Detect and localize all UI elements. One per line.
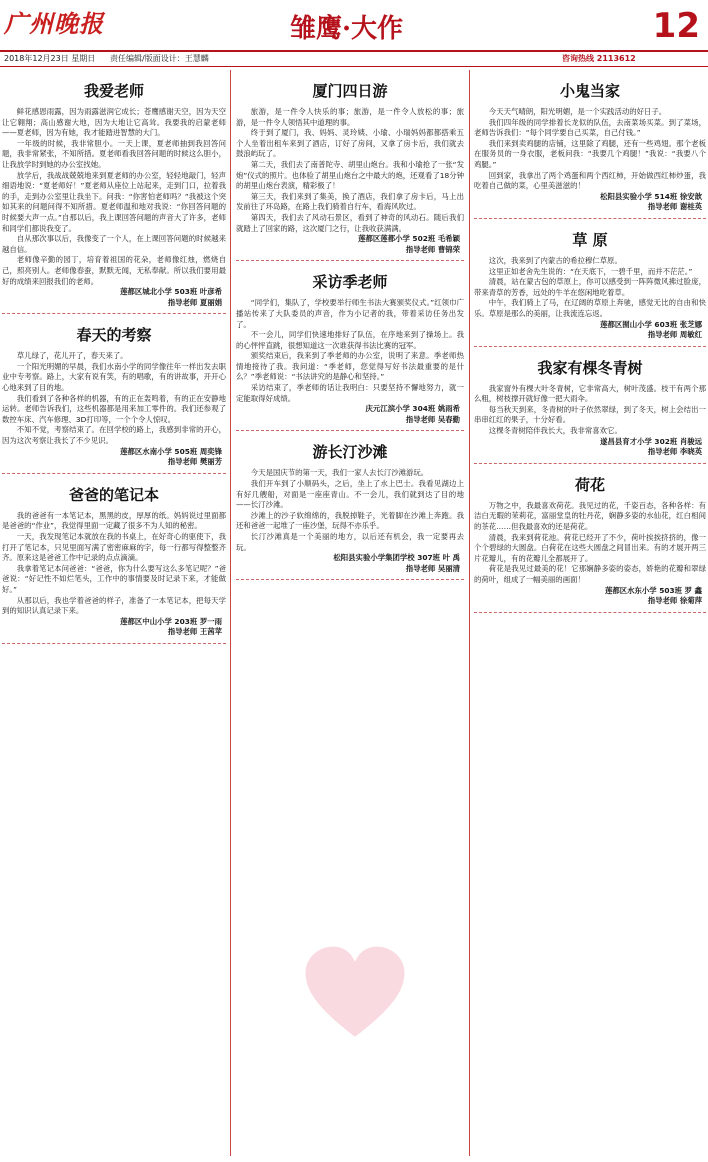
article <box>236 271 464 431</box>
article-separator <box>236 260 464 261</box>
article-headline: 我家有棵冬青树 <box>537 358 643 377</box>
article-separator <box>236 579 464 580</box>
teacher-byline: 指导老师 谢桂英 <box>647 202 702 212</box>
paragraph: 旅游，是一件令人快乐的事；旅游，是一件令人放松的事；旅游，是一件令人领悟其中道理的事。 <box>236 107 464 127</box>
teacher-byline: 指导老师 周敏红 <box>647 330 702 340</box>
column-divider <box>230 70 231 1156</box>
paragraph: 中午，我们骑上了马，在辽阔的草原上奔驰，感觉无比的自由和快乐。草原是那么的美丽，让我流连忘返。 <box>474 298 706 318</box>
paragraph: 颁奖结束后，我来到了季老师的办公室，说明了来意。季老师热情地接待了我。我问道：“季老师，您觉得写好书法最重要的是什么？”季老师说：“书法讲究的是静心和坚持。” <box>236 351 464 382</box>
paragraph: 清晨，我来到荷花池。荷花已经开了不少，荷叶挨挨挤挤的，像一个个碧绿的大圆盘。白荷花在这些大圆盘之间冒出来。有的才展开两三片花瓣儿，有的花瓣儿全都展开了。 <box>474 532 706 563</box>
column-divider <box>469 70 470 1156</box>
paragraph: 沙滩上的沙子软绵绵的，我脱掉鞋子，光着脚在沙滩上奔跑。我还和爸爸一起堆了一座沙堡，玩得不亦乐乎。 <box>236 510 464 531</box>
author-byline: 莲都区城北小学 503班 叶彦希 <box>120 287 222 297</box>
column-middle <box>236 70 464 1158</box>
article-headline: 游长汀沙滩 <box>312 443 388 462</box>
author-byline: 松阳县实验小学集团学校 307班 叶 禹 <box>333 553 460 563</box>
paragraph: 清晨，站在蒙古包的草原上，你可以感受到一阵阵微风拂过脸庞，带来青草的芳香，远处的牛羊在悠闲地吃着草。 <box>474 277 706 297</box>
article-separator <box>236 430 464 431</box>
article-separator <box>474 463 706 464</box>
paragraph: 我们看到了各种各样的机器，有的正在轰鸣着，有的正在安静地运转。老师告诉我们，这些机器都是用来加工零件的。我们还参观了数控车床、汽车修理、3D打印等，一个个令人惊叹。 <box>2 393 226 424</box>
article-body <box>2 511 226 617</box>
article <box>474 80 706 219</box>
author-byline: 庆元江滨小学 304班 姚雨希 <box>365 404 460 414</box>
paragraph: 第二天，我们去了南普陀寺、胡里山炮台。我和小瑜抢了一张“发炮”仪式的照片。也体验了胡里山炮台之中最大的炮，还观看了18分钟的胡里山炮台表演，精彩极了！ <box>236 159 464 191</box>
article-body <box>474 501 706 586</box>
paragraph: 今天是国庆节的第一天，我们一家人去长汀沙滩游玩。 <box>250 468 429 478</box>
article <box>474 229 706 347</box>
paragraph: 自从那次事以后，我像变了一个人，在上课回答问题的时候越来越自信。 <box>2 234 226 254</box>
article-body <box>236 468 464 553</box>
author-byline: 莲都区水南小学 505班 周奕锋 <box>120 446 222 456</box>
article-separator <box>474 346 706 347</box>
teacher-byline: 指导老师 吴丽清 <box>405 563 460 573</box>
paragraph: 每当秋天到来，冬青树的叶子依然翠绿，到了冬天，树上会结出一串串红红的果子，十分好看。 <box>474 404 706 425</box>
paragraph: 我们四年级的同学排着长龙似的队伍，去南菜场买菜。到了菜场，老师告诉我们：“每个同学要自己买菜，自己付钱。” <box>474 117 706 138</box>
article-separator <box>474 218 706 219</box>
article-headline: 荷花 <box>574 475 605 494</box>
page-number: 12 <box>652 6 700 46</box>
article-headline: 爸爸的笔记本 <box>68 485 159 504</box>
paragraph: 采访结束了，季老师的话让我明白：只要坚持不懈地努力，就一定能取得好成绩。 <box>236 383 464 403</box>
article-separator <box>474 612 706 613</box>
article-separator <box>2 473 226 474</box>
newspaper-logo: 广州晚报 <box>4 9 104 38</box>
masthead <box>0 0 708 52</box>
paragraph: 我拿着笔记本问爸爸：“爸爸，你为什么要写这么多笔记呢？”爸爸说：“好记性不如烂笔头，工作中的事情要及时记录下来，才能做好。” <box>2 563 226 594</box>
column-right <box>474 70 706 1158</box>
hotline: 咨询热线 2113612 <box>562 54 636 63</box>
paragraph: 这里正如老舍先生说的：“在天底下，一碧千里，而并不茫茫。” <box>488 266 693 276</box>
article-body <box>474 384 706 437</box>
issue-date: 2018年12月23日 星期日 <box>4 54 96 63</box>
paragraph: 一年级的时候，我非常胆小。一天上课，夏老师抽到我回答问题，我非常紧张，不知所措。夏老师看我回答问题的时候这么胆小，让我放学时到她的办公室找她。 <box>2 138 226 169</box>
article-headline: 我爱老师 <box>83 82 144 100</box>
paragraph: 一天，我发现笔记本就放在我的书桌上，在好奇心的驱使下，我打开了笔记本，只见里面写满了密密麻麻的字，每一行都写得整整齐齐。原来这是爸爸工作中记录的点点滴滴。 <box>2 532 226 563</box>
paragraph: 我们来到卖鸡腿的店铺，这里除了鸡腿，还有一些鸡翅。那个老板在服务员的一身衣服，老板问我：“我要几个鸡腿！”我说：“我要八个鸡腿。” <box>474 138 706 169</box>
paragraph: 一个阳光明媚的早晨，我们水南小学的同学像往年一样出发去职业中专考察。路上，大家有说有笑，有的唱歌，有的讲故事，开开心心地来到了目的地。 <box>2 361 226 393</box>
article <box>2 484 226 644</box>
teacher-byline: 指导老师 夏丽娟 <box>167 297 222 307</box>
paragraph: 这棵冬青树陪伴我长大，我非常喜欢它。 <box>488 426 622 436</box>
teacher-byline: 指导老师 曹锦荣 <box>405 244 460 254</box>
paragraph: 终于到了厦门，我、妈妈、灵玲姨、小瑜、小瑞妈妈都都搭乘五个人坐着出租车来到了酒店，订好了房间，又拿了房卡后，我们就去鼓浪屿玩了。 <box>236 128 464 159</box>
paragraph: 不知不觉，考察结束了。在回学校的路上，我感到非常的开心，因为这次考察让我长了不少见识。 <box>2 425 226 446</box>
paragraph: “同学们，集队了，学校要举行师生书法大赛颁奖仪式。”红领巾广播站传来了大队委员的声音，作为小记者的我，带着采访任务出发了。 <box>236 298 464 329</box>
teacher-byline: 指导老师 吴春勤 <box>405 414 460 424</box>
author-byline: 莲都区囿山小学 603班 张芝娜 <box>600 319 702 329</box>
article-headline: 小鬼当家 <box>559 82 620 100</box>
article-body <box>2 351 226 446</box>
teacher-byline: 指导老师 王茜苹 <box>167 627 222 637</box>
paragraph: 这次，我来到了内蒙古的希拉穆仁草原。 <box>488 255 622 265</box>
paragraph: 草儿绿了，花儿开了，春天来了。 <box>16 351 128 361</box>
article-body <box>474 256 706 320</box>
paragraph: 鲜花感恩雨露，因为雨露滋润它成长；苍鹰感谢天空，因为天空让它翱翔；高山感谢大地，因为大地让它高耸。我要我的启蒙老师——夏老师，因为有她，我才能踏进智慧的大门。 <box>2 107 226 138</box>
paragraph: 从那以后，我也学着爸爸的样子，准备了一本笔记本，把每天学到的知识认真记录下来。 <box>2 595 226 616</box>
article-headline: 厦门四日游 <box>312 82 388 100</box>
paragraph: 荷花是我见过最美的花！它那娴静多姿的姿态，娇艳的花瓣和翠绿的荷叶，组成了一幅美丽的画面！ <box>474 564 706 584</box>
paragraph: 我家窗外有棵大叶冬青树，它非常高大，树叶茂盛。枝干有两个那么粗，树枝撑开就好像一把大雨伞。 <box>474 383 706 404</box>
editor-credit: 责任编辑/版面设计：王慧麟 <box>110 54 209 63</box>
paragraph: 万物之中，我最喜欢荷花。我见过的花，千姿百态，各种各样：有洁白无暇的茉莉花，富丽堂皇的牡丹花，娴静多姿的水仙花，红白相间的茶花……但我最喜欢的还是荷花。 <box>474 500 706 532</box>
author-byline: 遂昌县育才小学 302班 肖骏远 <box>600 436 702 446</box>
paragraph: 不一会儿，同学们快速地排好了队伍，在序地来到了操场上。我的心怦怦直跳，很想知道这一次谁获得书法比赛的冠军。 <box>236 330 464 350</box>
teacher-byline: 指导老师 徐菊萍 <box>647 596 702 606</box>
column-left <box>2 70 226 1158</box>
paragraph: 第三天，我们来到了集美，换了酒店，我们拿了房卡后，马上出发前往了环岛路，在路上我们骑着自行车，看海风吹过。 <box>236 191 464 212</box>
author-byline: 莲都区莲都小学 502班 毛希颖 <box>358 234 460 244</box>
article <box>474 357 706 464</box>
article-headline: 春天的考察 <box>76 326 152 345</box>
article-body <box>236 298 464 404</box>
article <box>2 324 226 474</box>
paragraph: 我们开车到了小顺码头，之后，坐上了水上巴士。我看见湖边上有好几艘船，对面是一座座青山。不一会儿，我们就到达了目的地——长汀沙滩。 <box>236 479 464 510</box>
article <box>236 80 464 261</box>
info-bar <box>0 50 708 67</box>
article-separator <box>2 313 226 314</box>
article-headline: 草 原 <box>572 230 608 249</box>
paragraph: 回到家，我拿出了两个鸡蛋和两个西红柿，开始做西红柿炒蛋，我吃着自己做的菜，心里美滋滋的！ <box>474 170 706 191</box>
article-headline: 采访季老师 <box>312 273 388 292</box>
paragraph: 长汀沙滩真是一个美丽的地方，以后还有机会，我一定要再去玩。 <box>236 532 464 552</box>
paragraph: 第四天，我们去了风动石景区，看到了神奇的风动石。随后我们就踏上了回家的路，这次厦门之行，让我收获满满。 <box>236 212 464 233</box>
author-byline: 松阳县实验小学 514班 徐安歆 <box>600 191 702 201</box>
paragraph: 我的爸爸有一本笔记本，黑黑的皮，厚厚的纸。妈妈说过里面都是爸爸的“作业”，我觉得里面一定藏了很多不为人知的秘密。 <box>2 510 226 531</box>
article <box>2 80 226 314</box>
paragraph: 老师像辛勤的园丁，培育着祖国的花朵，老师像红烛，燃烧自己，照亮别人。老师像春蚕，默默无闻，无私奉献。所以我们要用最好的成绩来回报我们的老师。 <box>2 255 226 286</box>
teacher-byline: 指导老师 李晓英 <box>647 447 702 457</box>
article-body <box>474 107 706 192</box>
author-byline: 莲都区水东小学 503班 罗 鑫 <box>604 585 702 595</box>
author-byline: 莲都区中山小学 203班 罗一雨 <box>120 616 222 626</box>
paragraph: 今天天气晴朗，阳光明媚，是一个实践活动的好日子。 <box>488 107 667 116</box>
article-body <box>236 107 464 234</box>
article <box>236 441 464 580</box>
teacher-byline: 指导老师 樊丽芳 <box>167 457 222 467</box>
article <box>474 474 706 613</box>
article-separator <box>2 643 226 644</box>
section-title: 雏鹰·大作 <box>290 14 404 44</box>
paragraph: 放学后，我战战兢兢地来到夏老师的办公室，轻轻地敲门，轻声细语地说：“夏老师好！”夏老师从座位上站起来，走到门口，拉着我的手，走到办公室里让我坐下。问我：“你害怕老师吗？”我被这个突如其来的问题问得不知所措。夏老师温和地对我说：“你回答问题的时候要大声一点。”自那以后，我上课回答问题的声音大了许多，老师和同学们都说我变了。 <box>2 170 226 233</box>
article-body <box>2 107 226 287</box>
